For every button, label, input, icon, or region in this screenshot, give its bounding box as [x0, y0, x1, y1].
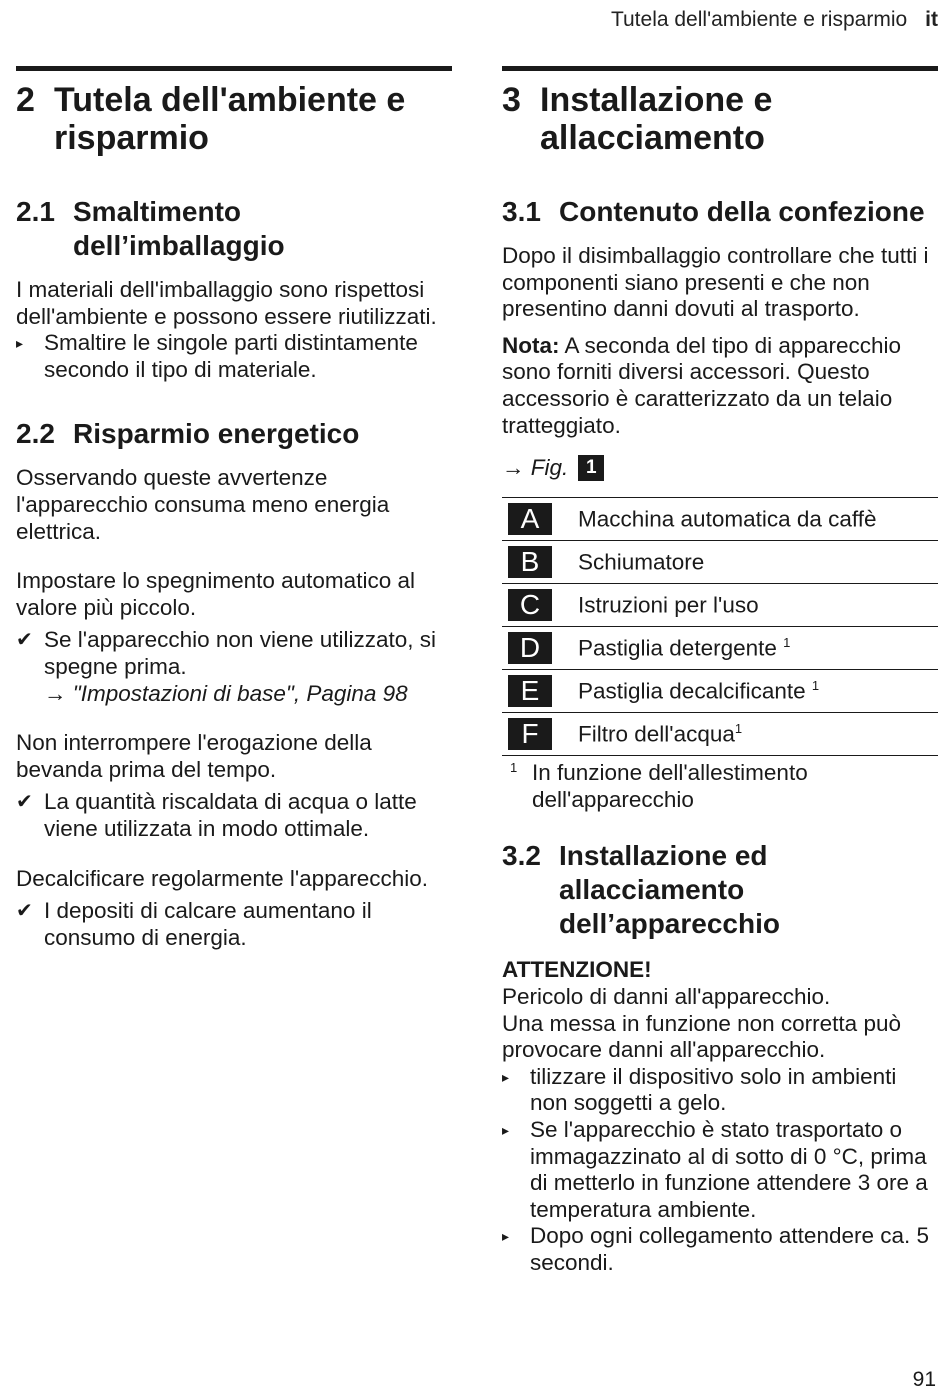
check-icon: ✔ [16, 791, 33, 814]
part-name: Istruzioni per l'uso [578, 592, 759, 618]
note-paragraph [502, 333, 938, 439]
footnote-ref: 1 [783, 634, 791, 650]
paragraph: I materiali dell'imballaggio sono rispettosi dell'ambiente e possono essere riutilizzati. [16, 277, 437, 329]
part-name-cell [578, 541, 938, 584]
section-3-1-heading [502, 195, 938, 229]
part-letter-badge: D [508, 632, 552, 664]
result-item [16, 789, 452, 842]
part-letter-cell [502, 627, 578, 670]
result-text: I depositi di calcare aumentano il consumo di energia. [44, 898, 372, 950]
section-title: Installazione ed allacciamento dell’apparecchio [559, 840, 780, 940]
instruction-text: Se l'apparecchio è stato trasportato o immagazzinato al di sotto di 0 °C, prima di metterlo in funzione attendere 3 ore a temperatura ambiente. [530, 1116, 928, 1222]
triangle-bullet-icon: ▸ [16, 335, 24, 352]
part-letter-cell [502, 670, 578, 713]
part-name: Macchina automatica da caffè [578, 506, 877, 532]
check-icon: ✔ [16, 629, 33, 652]
instruction-step [502, 1064, 938, 1117]
part-name-cell [578, 670, 938, 713]
cross-reference: → "Impostazioni di base", Pagina 98 [44, 680, 408, 706]
paragraph: Dopo il disimballaggio controllare che tutti i componenti siano presenti e che non presentino danni dovuti al trasporto. [502, 243, 929, 322]
section-number: 2.1 [16, 196, 55, 227]
triangle-bullet-icon: ▸ [502, 1228, 510, 1245]
package-contents-table [502, 497, 938, 756]
chapter-number: 2 [16, 81, 35, 119]
chapter-rule [502, 66, 938, 71]
result-text: Se l'apparecchio non viene utilizzato, si spegne prima. [44, 627, 437, 679]
instruction-step [16, 330, 452, 383]
section-2-2-heading [16, 417, 452, 451]
part-letter-badge: C [508, 589, 552, 621]
part-name-cell [578, 713, 938, 756]
left-column [16, 66, 452, 951]
footnote [502, 760, 938, 813]
table-row [502, 498, 938, 541]
footnote-ref: 1 [734, 720, 743, 736]
table-row [502, 627, 938, 670]
paragraph: Impostare lo spegnimento automatico al valore più piccolo. [16, 568, 415, 620]
instruction-text: Dopo ogni collegamento attendere ca. 5 secondi. [530, 1223, 930, 1275]
warning-label: ATTENZIONE! [502, 957, 652, 983]
chapter-title: Tutela dell'ambiente e risparmio [54, 81, 406, 157]
footnote-ref: 1 [811, 677, 820, 693]
part-letter-badge: B [508, 546, 552, 578]
section-2-1-heading [16, 195, 452, 263]
part-name-cell [578, 584, 938, 627]
part-letter-cell [502, 541, 578, 584]
footnote-mark: 1 [510, 760, 518, 776]
part-name: Pastiglia decalcificante [578, 678, 812, 704]
part-letter-cell [502, 498, 578, 541]
page-number: 91 [912, 1368, 936, 1391]
figure-reference [502, 453, 938, 483]
table-row [502, 670, 938, 713]
table-row [502, 713, 938, 756]
chapter-2-heading [16, 81, 452, 157]
triangle-bullet-icon: ▸ [502, 1068, 510, 1085]
instruction-text: Smaltire le singole parti distintamente secondo il tipo di materiale. [44, 330, 418, 382]
part-name-cell [578, 627, 938, 670]
instruction-step [502, 1223, 938, 1276]
triangle-bullet-icon: ▸ [502, 1121, 510, 1138]
chapter-3-heading [502, 81, 938, 157]
part-name: Filtro dell'acqua [578, 721, 735, 747]
note-label: Nota: [502, 332, 560, 358]
right-column [502, 66, 938, 1276]
paragraph: Osservando queste avvertenze l'apparecchio consuma meno energia elettrica. [16, 465, 390, 544]
section-number: 2.2 [16, 418, 55, 450]
running-title: Tutela dell'ambiente e risparmio [610, 8, 908, 31]
table-row [502, 584, 938, 627]
section-title: Smaltimento dell’imballaggio [73, 196, 285, 261]
chapter-title: Installazione e allacciamento [540, 81, 773, 157]
language-code: it [925, 8, 938, 31]
chapter-number: 3 [502, 81, 521, 119]
part-letter-badge: E [508, 675, 552, 707]
paragraph: Decalcificare regolarmente l'apparecchio. [16, 865, 428, 891]
footnote-text: In funzione dell'allestimento dell'apparecchio [532, 760, 808, 812]
instruction-step [502, 1117, 938, 1223]
check-icon: ✔ [16, 900, 33, 923]
part-name-cell [578, 498, 938, 541]
part-letter-cell [502, 584, 578, 627]
result-text: La quantità riscaldata di acqua o latte viene utilizzata in modo ottimale. [44, 789, 417, 841]
part-name: Schiumatore [578, 549, 705, 575]
part-letter-badge: F [508, 718, 552, 750]
section-3-2-heading [502, 839, 938, 941]
instruction-text: tilizzare il dispositivo solo in ambienti non soggetti a gelo. [530, 1063, 897, 1116]
part-letter-cell [502, 713, 578, 756]
part-name: Pastiglia detergente [578, 635, 784, 661]
section-title: Risparmio energetico [73, 418, 360, 450]
chapter-rule [16, 66, 452, 71]
section-title: Contenuto della confezione [559, 196, 925, 227]
result-item [16, 627, 452, 707]
figure-number-badge: 1 [578, 455, 604, 481]
note-text: A seconda del tipo di apparecchio sono forniti diversi accessori. Questo accessorio è caratterizzato da un telaio tratteggiato. [502, 332, 901, 438]
running-header [611, 8, 938, 32]
result-item [16, 898, 452, 951]
section-number: 3.2 [502, 840, 541, 872]
warning-text: Una messa in funzione non corretta può provocare danni all'apparecchio. [502, 1010, 901, 1063]
part-letter-badge: A [508, 503, 552, 535]
warning-text: Pericolo di danni all'apparecchio. [502, 983, 831, 1009]
figure-reference-text: → Fig. [502, 455, 569, 481]
section-number: 3.1 [502, 196, 541, 227]
table-row [502, 541, 938, 584]
paragraph: Non interrompere l'erogazione della bevanda prima del tempo. [16, 730, 372, 782]
